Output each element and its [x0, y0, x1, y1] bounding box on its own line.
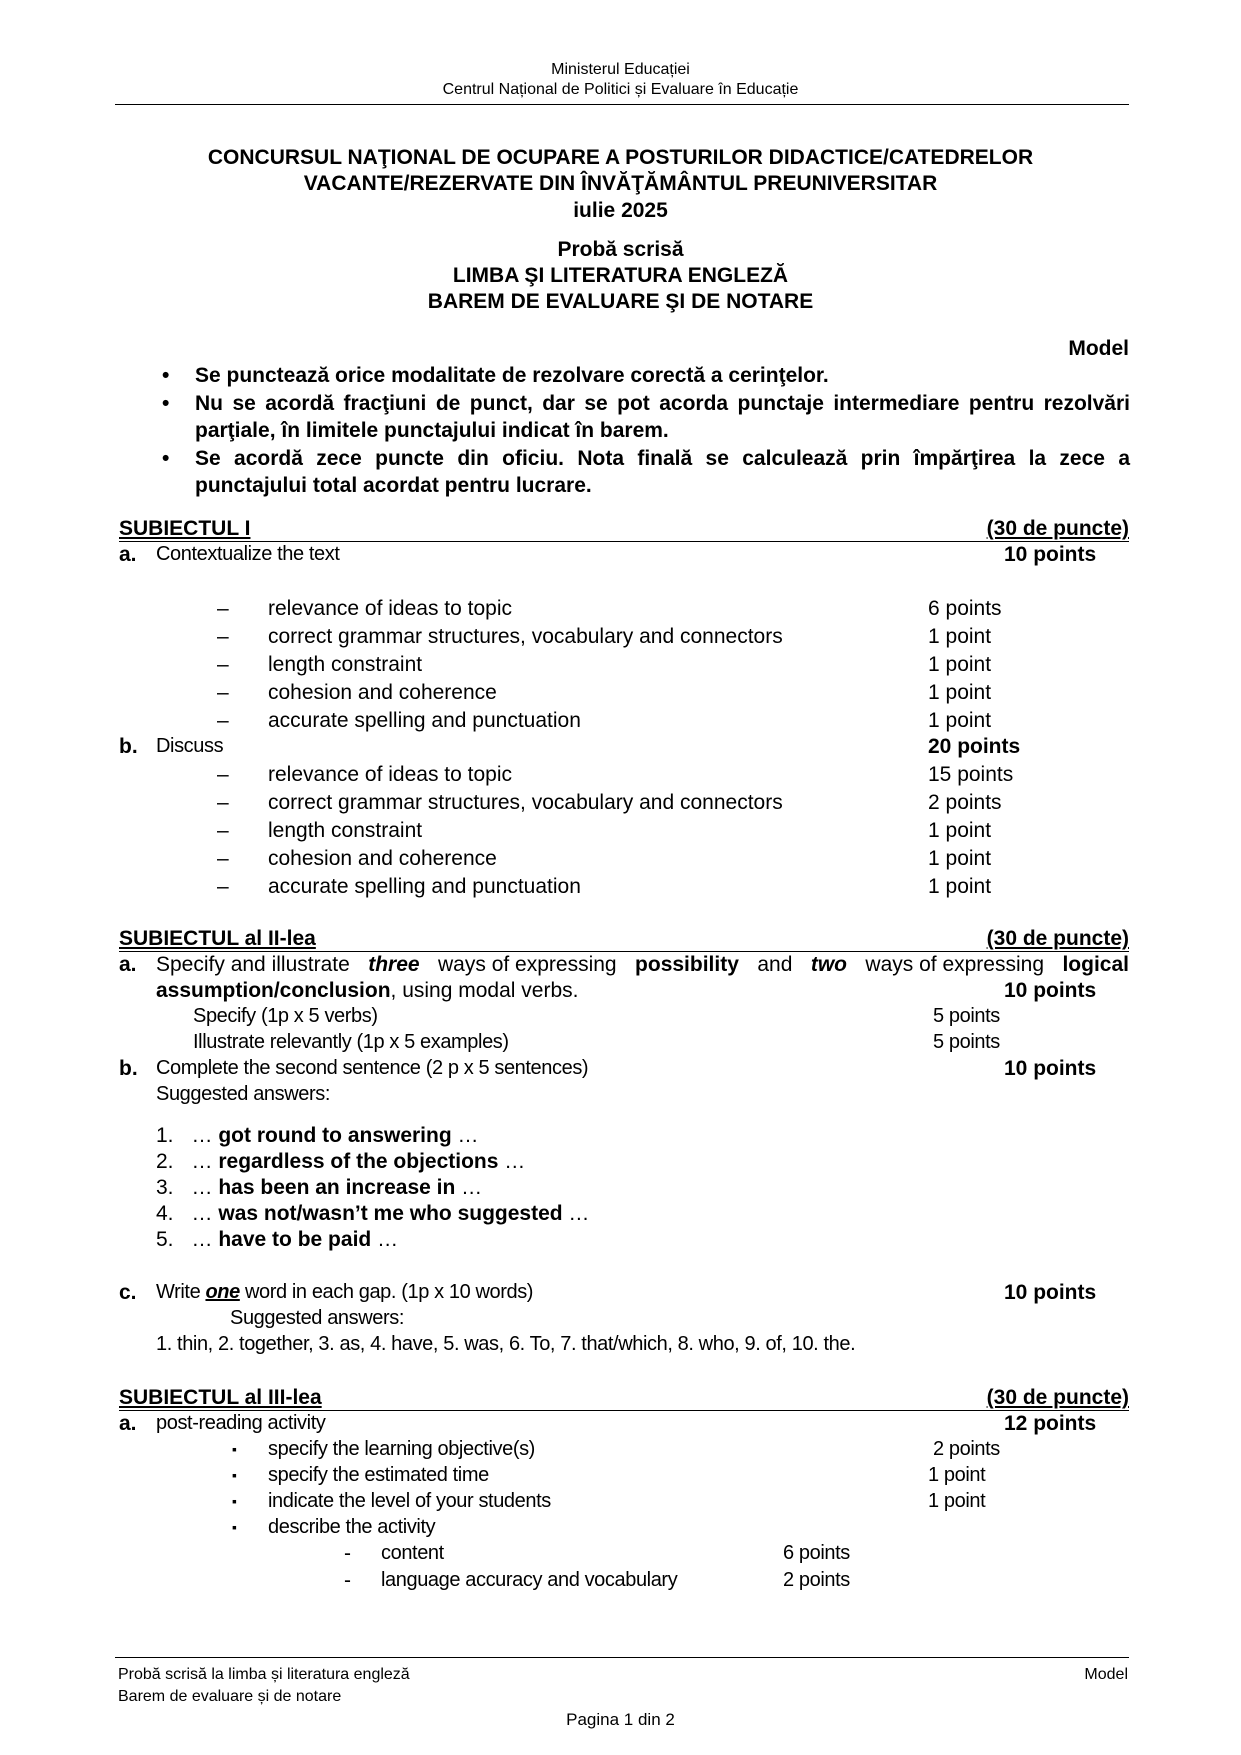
s3-a-item: specify the learning objective(s)	[268, 1438, 535, 1460]
s2-a-specify-points: 5 points	[933, 1005, 1000, 1027]
subject-2-label: SUBIECTUL al II-lea	[119, 927, 316, 950]
s2-a-possibility: possibility	[635, 953, 739, 976]
s3-a-item: describe the activity	[268, 1516, 436, 1538]
s2-a-t3: ways of expressing	[438, 953, 617, 976]
s3-a-item-points: 2 points	[933, 1438, 1000, 1460]
s2-b-text: Complete the second sentence (2 p x 5 sentences)	[156, 1057, 589, 1079]
model-label: Model	[1068, 337, 1129, 360]
square-bullet-icon: ▪	[232, 1493, 237, 1509]
s2-a-illustrate-points: 5 points	[933, 1031, 1000, 1053]
dash-icon: –	[217, 875, 229, 898]
s1-b-item-points: 15 points	[928, 763, 1014, 786]
answer-number: 4.	[156, 1202, 174, 1225]
answer-bold: regardless of the objections	[218, 1150, 499, 1173]
answer-pre: …	[191, 1202, 219, 1225]
answer-number: 2.	[156, 1150, 174, 1173]
subject-1-label: SUBIECTUL I	[119, 517, 251, 540]
answer-pre: …	[191, 1150, 219, 1173]
answer-post: …	[498, 1150, 526, 1173]
s2-a-specify: Specify (1p x 5 verbs)	[193, 1005, 378, 1027]
rule-text: Se acordă zece puncte din oficiu. Nota finală se calculează prin împărţirea la zece a punctajului total acordat pentru lucrare.	[195, 447, 1130, 497]
s1-a-item-points: 1 point	[928, 625, 992, 648]
s2-b-answer	[156, 1124, 479, 1148]
answer-post: …	[455, 1176, 483, 1199]
s1-b-item: accurate spelling and punctuation	[268, 875, 581, 898]
answer-number: 5.	[156, 1228, 174, 1251]
title-exam-type: Probă scrisă	[557, 238, 684, 261]
s2-b-letter: b.	[119, 1057, 138, 1080]
ministry-name: Ministerul Educației	[551, 61, 690, 78]
s2-b-points: 10 points	[1004, 1057, 1097, 1080]
s2-c-answers: 1. thin, 2. together, 3. as, 4. have, 5. was, 6. To, 7. that/which, 8. who, 9. of, 10. the.	[156, 1333, 856, 1355]
s1-a-item: correct grammar structures, vocabulary and connectors	[268, 625, 783, 648]
s3-a-item-points: 1 point	[928, 1490, 986, 1512]
title-date: iulie 2025	[573, 199, 668, 222]
s2-b-answer	[156, 1228, 398, 1252]
s2-a-t5: and	[757, 953, 793, 976]
s1-b-item: cohesion and coherence	[268, 847, 497, 870]
s2-b-answer	[156, 1202, 589, 1226]
s2-a-text-line1	[156, 953, 1129, 977]
s1-a-item-points: 6 points	[928, 597, 1002, 620]
bullet-icon: •	[162, 392, 170, 415]
header-rule	[115, 104, 1129, 105]
title-line-2: VACANTE/REZERVATE DIN ÎNVĂŢĂMÂNTUL PREUNIVERSITAR	[303, 172, 938, 195]
s1-b-item: length constraint	[268, 819, 423, 842]
s1-a-text: Contextualize the text	[156, 543, 340, 565]
s3-a-sub-item-points: 2 points	[783, 1569, 850, 1591]
answer-pre: …	[191, 1124, 219, 1147]
s2-a-assumption: assumption/conclusion	[156, 979, 391, 1002]
answer-pre: …	[191, 1176, 219, 1199]
s2-b-answer	[156, 1150, 525, 1174]
s3-a-sub-item: language accuracy and vocabulary	[381, 1569, 678, 1591]
s2-c-text	[156, 1281, 533, 1304]
s1-b-item-points: 1 point	[928, 875, 992, 898]
s1-a-item: length constraint	[268, 653, 423, 676]
answer-number: 1.	[156, 1124, 174, 1147]
answer-bold: have to be paid	[218, 1228, 372, 1251]
s3-a-sub-item-points: 6 points	[783, 1542, 850, 1564]
rule-item	[160, 390, 1130, 444]
footer-model-label: Model	[1084, 1666, 1128, 1683]
answer-bold: got round to answering	[218, 1124, 452, 1147]
s1-b-item: correct grammar structures, vocabulary and connectors	[268, 791, 783, 814]
footer-exam-name: Probă scrisă la limba și literatura engleză	[118, 1666, 410, 1683]
s3-a-text: post-reading activity	[156, 1412, 326, 1434]
dash-icon: –	[217, 625, 229, 648]
dash-icon: –	[217, 847, 229, 870]
general-rules	[160, 362, 1130, 499]
rule-text: Se punctează orice modalitate de rezolvare corectă a cerinţelor.	[195, 364, 829, 387]
dash-icon: –	[217, 653, 229, 676]
page-number: Pagina 1 din 2	[566, 1710, 675, 1729]
rule-item	[160, 445, 1130, 499]
s1-a-points: 10 points	[1004, 543, 1097, 566]
bullet-icon: •	[162, 447, 170, 470]
subject-1-heading	[119, 517, 1129, 542]
s2-c-t1: Write	[156, 1281, 206, 1303]
s1-a-item-points: 1 point	[928, 681, 992, 704]
s2-c-one: one	[205, 1281, 240, 1303]
s1-b-item-points: 1 point	[928, 819, 992, 842]
s2-b-suggested: Suggested answers:	[156, 1083, 331, 1105]
s1-a-letter: a.	[119, 543, 137, 566]
s2-a-illustrate: Illustrate relevantly (1p x 5 examples)	[193, 1031, 509, 1053]
s2-c-suggested: Suggested answers:	[230, 1307, 405, 1329]
s2-a-t1: Specify and illustrate	[156, 953, 350, 976]
s2-a-t10: , using modal verbs.	[390, 979, 579, 1002]
s2-c-letter: c.	[119, 1281, 137, 1304]
s1-a-item-points: 1 point	[928, 709, 992, 732]
s1-b-letter: b.	[119, 735, 138, 758]
small-dash-icon: -	[344, 1569, 351, 1592]
square-bullet-icon: ▪	[232, 1467, 237, 1483]
s1-b-text: Discuss	[156, 735, 224, 757]
s3-a-item: indicate the level of your students	[268, 1490, 551, 1512]
footer-barem-name: Barem de evaluare și de notare	[118, 1688, 342, 1705]
dash-icon: –	[217, 681, 229, 704]
subject-3-heading	[119, 1386, 1129, 1411]
subject-3-label: SUBIECTUL al III-lea	[119, 1386, 322, 1409]
square-bullet-icon: ▪	[232, 1519, 237, 1535]
answer-number: 3.	[156, 1176, 174, 1199]
answer-pre: …	[191, 1228, 219, 1251]
answer-bold: has been an increase in	[218, 1176, 456, 1199]
s1-b-item-points: 1 point	[928, 847, 992, 870]
dash-icon: –	[217, 819, 229, 842]
square-bullet-icon: ▪	[232, 1441, 237, 1457]
answer-bold: was not/wasn’t me who suggested	[218, 1202, 563, 1225]
s1-a-item-points: 1 point	[928, 653, 992, 676]
s1-b-item-points: 2 points	[928, 791, 1002, 814]
s2-a-points: 10 points	[1004, 979, 1097, 1002]
title-subject: LIMBA ŞI LITERATURA ENGLEZĂ	[452, 264, 789, 287]
subject-2-points: (30 de puncte)	[986, 927, 1129, 950]
s3-a-item-points: 1 point	[928, 1464, 986, 1486]
s1-b-points: 20 points	[928, 735, 1021, 758]
s2-a-t7: ways of expressing	[865, 953, 1045, 976]
subject-3-points: (30 de puncte)	[986, 1386, 1129, 1409]
s3-a-points: 12 points	[1004, 1412, 1097, 1435]
s2-a-logical: logical	[1062, 953, 1129, 976]
s3-a-letter: a.	[119, 1412, 137, 1435]
dash-icon: –	[217, 709, 229, 732]
s2-c-points: 10 points	[1004, 1281, 1097, 1304]
s1-a-item: relevance of ideas to topic	[268, 597, 512, 620]
dash-icon: –	[217, 597, 229, 620]
s3-a-item: specify the estimated time	[268, 1464, 489, 1486]
s1-b-item: relevance of ideas to topic	[268, 763, 512, 786]
answer-post: …	[562, 1202, 590, 1225]
rule-text: Nu se acordă fracţiuni de punct, dar se pot acorda punctaje intermediare pentru rezolvări parţiale, în limitele punctajului indicat în barem.	[195, 392, 1130, 442]
title-barem: BAREM DE EVALUARE ŞI DE NOTARE	[427, 290, 814, 313]
subject-2-heading	[119, 927, 1129, 952]
answer-post: …	[371, 1228, 399, 1251]
center-name: Centrul Național de Politici și Evaluare în Educație	[442, 81, 799, 98]
s2-c-t3: word in each gap. (1p x 10 words)	[239, 1281, 534, 1303]
small-dash-icon: -	[344, 1542, 351, 1565]
s2-a-three: three	[368, 953, 420, 976]
title-line-1: CONCURSUL NAŢIONAL DE OCUPARE A POSTURILOR DIDACTICE/CATEDRELOR	[207, 146, 1034, 169]
bullet-icon: •	[162, 364, 170, 387]
rule-item	[160, 362, 1130, 389]
dash-icon: –	[217, 763, 229, 786]
subject-1-points: (30 de puncte)	[986, 517, 1129, 540]
s2-a-letter: a.	[119, 953, 137, 976]
s2-a-two: two	[810, 953, 847, 976]
s2-b-answer	[156, 1176, 482, 1200]
s1-a-item: accurate spelling and punctuation	[268, 709, 581, 732]
s2-a-text-line2	[156, 979, 578, 1003]
dash-icon: –	[217, 791, 229, 814]
s1-a-item: cohesion and coherence	[268, 681, 497, 704]
answer-post: …	[451, 1124, 479, 1147]
footer-rule	[115, 1657, 1129, 1658]
s3-a-sub-item: content	[381, 1542, 444, 1564]
